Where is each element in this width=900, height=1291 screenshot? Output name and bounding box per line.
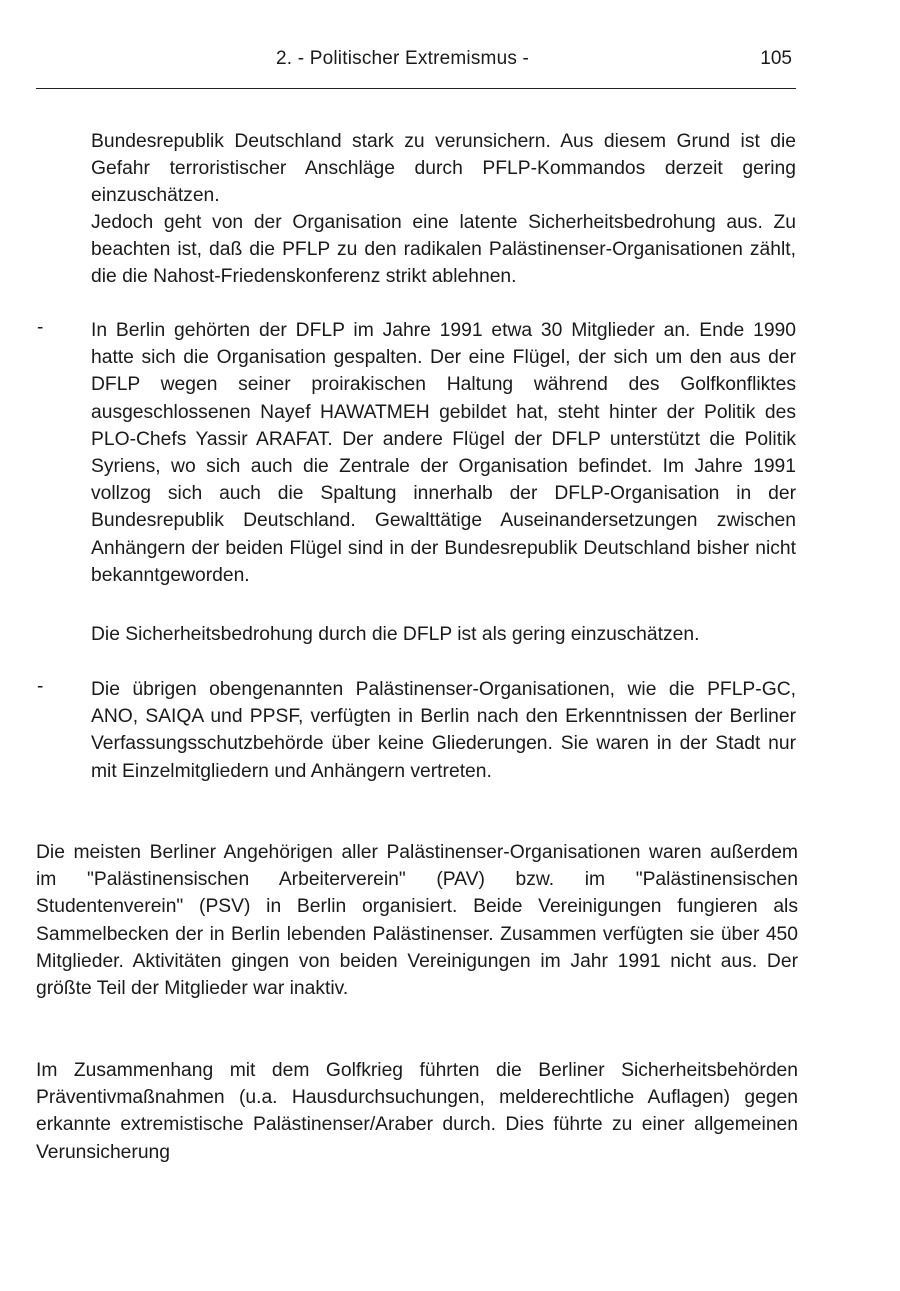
paragraph-other-organisations: Die übrigen obengenannten Palästinenser-Organisationen, wie die PFLP-GC, ANO, SAIQA und PPSF, verfügten in Berlin nach den Erkenntnissen der Berliner Verfassungsschutzbehörde über keine Gliederungen. Sie waren in der Stadt nur mit Einzelmitgliedern und Anhängern vertreten. [91,679,796,782]
paragraph-gulf-war: Im Zusammenhang mit dem Golfkrieg führten die Berliner Sicherheitsbehörden Präventivmaßnahmen (u.a. Hausdurchsuchungen, melderechtliche Auflagen) gegen erkannte extremistische Palästinenser/Araber durch. Dies führte zu einer allgemeinen Verunsicherung [36,1060,798,1163]
paragraph-continuation: Bundesrepublik Deutschland stark zu verunsichern. Aus diesem Grund ist die Gefahr terroristischer Anschläge durch PFLP-Kommandos derzeit gering einzuschätzen. [91,131,796,207]
header-title: 2. - Politischer Extremismus - [276,48,530,69]
paragraph-pflp-threat: Jedoch geht von der Organisation eine latente Sicherheitsbedrohung aus. Zu beachten ist, daß die PFLP zu den radikalen Palästinenser-Organisationen zählt, die die Nahost-Friedenskonferenz strikt ablehnen. [91,212,796,288]
paragraph-dflp-threat: Die Sicherheitsbedrohung durch die DFLP ist als gering einzuschätzen. [91,624,700,645]
paragraph-associations: Die meisten Berliner Angehörigen aller Palästinenser-Organisationen waren außerdem im "Palästinensischen Arbeiterverein" (PAV) bzw. im "Palästinensischen Studentenverein" (PSV) in Berlin organisiert. Beide Vereinigungen fungieren als Sammelbecken der in Berlin lebenden Palästinenser. Zusammen verfügten sie über 450 Mitglieder. Aktivitäten gingen von beiden Vereinigungen im Jahr 1991 nicht aus. Der größte Teil der Mitglieder war inaktiv. [36,842,798,1000]
page-header [36,48,796,76]
list-dash: - [37,676,44,697]
header-rule [36,88,796,89]
list-dash: - [37,317,44,338]
page-number: 105 [760,48,792,69]
paragraph-dflp: In Berlin gehörten der DFLP im Jahre 1991 etwa 30 Mitglieder an. Ende 1990 hatte sich die Organisation gespalten. Der eine Flügel, der sich um den aus der DFLP wegen seiner proirakischen Haltung während des Golfkonfliktes ausgeschlossenen Nayef HAWATMEH gebildet hat, steht hinter der Politik des PLO-Chefs Yassir ARAFAT. Der andere Flügel der DFLP unterstützt die Politik Syriens, wo sich auch die Zentrale der Organisation befindet. Im Jahre 1991 vollzog sich auch die Spaltung innerhalb der DFLP-Organisation in der Bundesrepublik Deutschland. Gewalttätige Auseinandersetzungen zwischen Anhängern der beiden Flügel sind in der Bundesrepublik Deutschland bisher nicht bekanntgeworden. [91,320,796,586]
